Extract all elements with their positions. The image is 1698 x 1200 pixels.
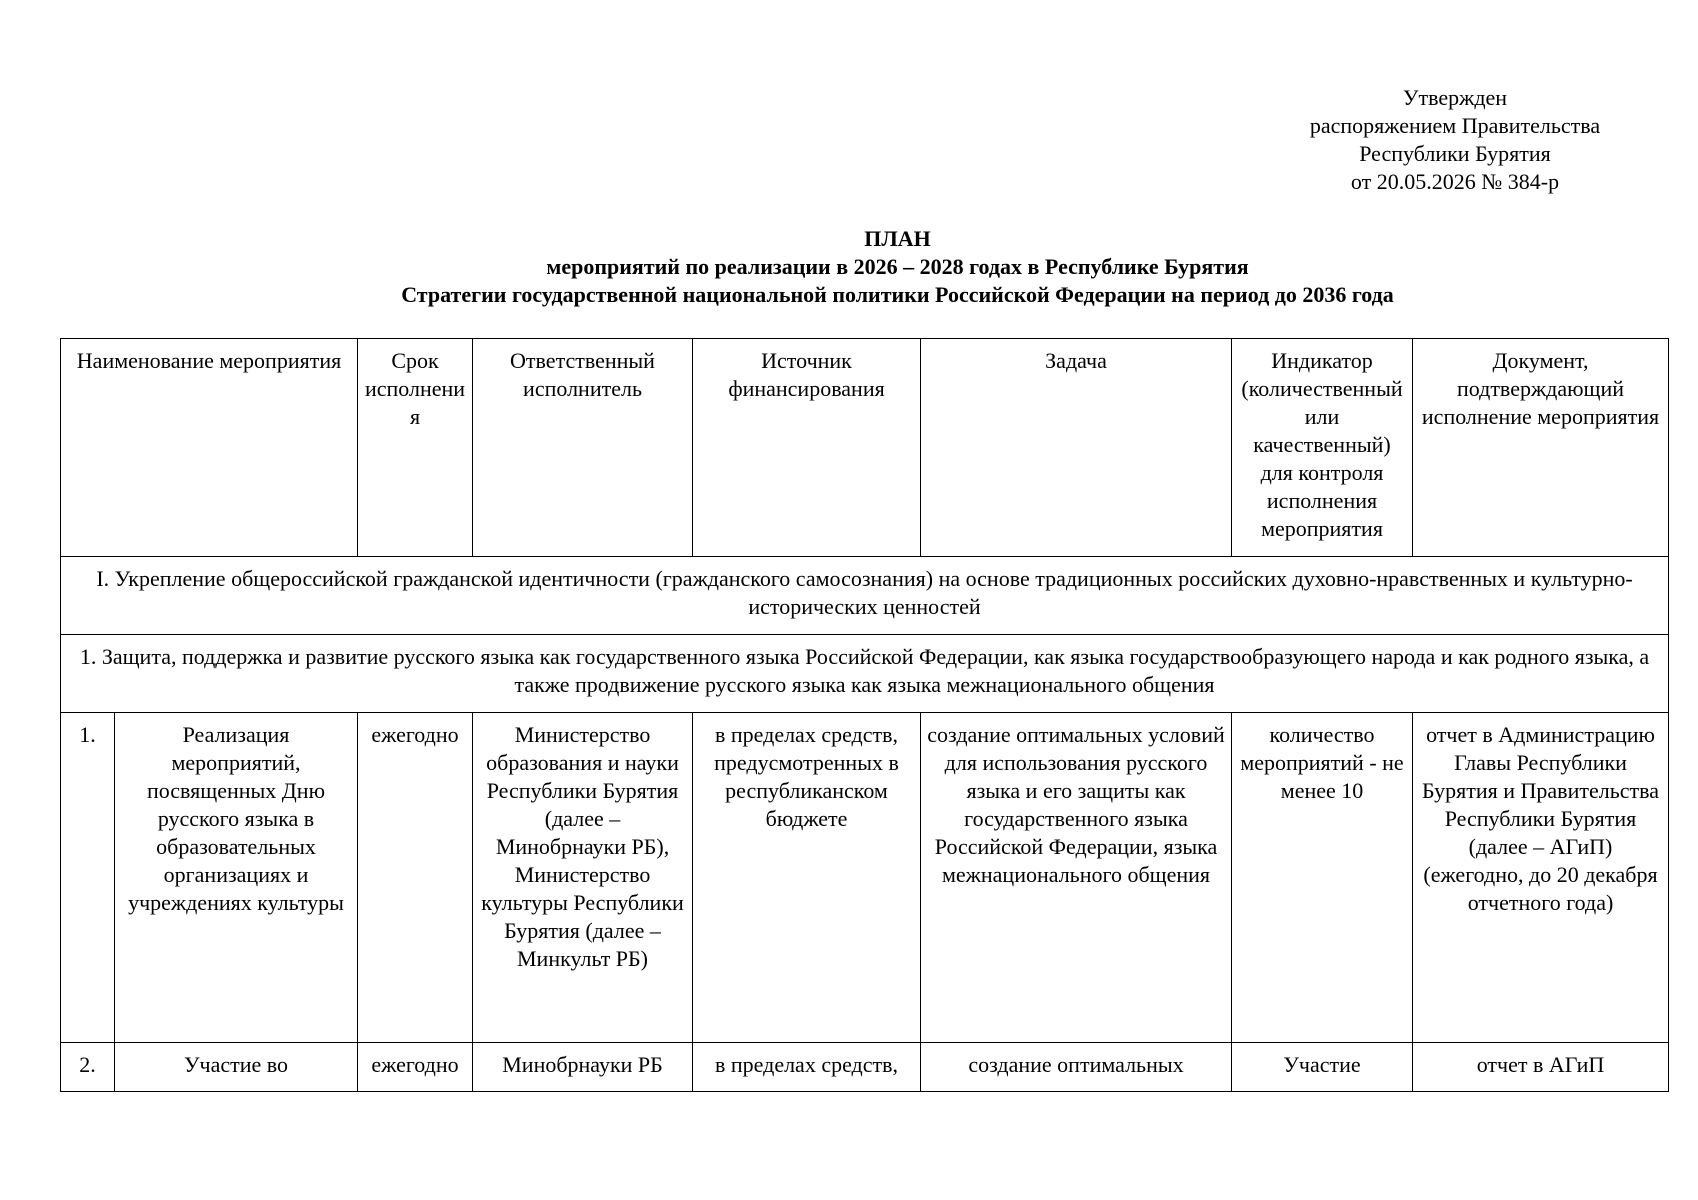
- title-line-2: мероприятий по реализации в 2026 – 2028 годах в Республике Бурятия: [546, 254, 1249, 279]
- subsection-title: 1. Защита, поддержка и развитие русского языка как государственного языка Российской Федерации, как языка государствообразующего народа и как родного языка, а также продвижение русского языка как языка межнационального общения: [61, 635, 1669, 713]
- row-task: создание оптимальных условий для использования русского языка и его защиты как государственного языка Российской Федерации, языка межнационального общения: [921, 713, 1232, 1043]
- table-header-row: [61, 339, 1669, 557]
- header-task: Задача: [921, 339, 1232, 557]
- row-name: Реализация мероприятий, посвященных Дню русского языка в образовательных организациях и учреждениях культуры: [115, 713, 358, 1043]
- approval-line-3: Республики Бурятия: [1359, 141, 1551, 166]
- header-name: Наименование мероприятия: [61, 339, 358, 557]
- row-executor: Минобрнауки РБ: [473, 1043, 693, 1092]
- row-indicator: Участие: [1232, 1043, 1413, 1092]
- row-number: 1.: [61, 713, 115, 1043]
- title-line-3: Стратегии государственной национальной политики Российской Федерации на период до 2036 года: [401, 282, 1394, 307]
- title-line-1: ПЛАН: [864, 226, 931, 251]
- approval-line-2: распоряжением Правительства: [1309, 113, 1601, 138]
- table-row: [61, 713, 1669, 1043]
- row-indicator: количество мероприятий - не менее 10: [1232, 713, 1413, 1043]
- row-term: ежегодно: [358, 1043, 473, 1092]
- header-indicator: Индикатор (количественный или качественный) для контроля исполнения мероприятия: [1232, 339, 1413, 557]
- header-funding: Источник финансирования: [693, 339, 921, 557]
- row-number: 2.: [61, 1043, 115, 1092]
- subsection-row: [61, 635, 1669, 713]
- approval-line-1: Утвержден: [1402, 85, 1508, 110]
- header-document: Документ, подтверждающий исполнение мероприятия: [1413, 339, 1669, 557]
- section-title: I. Укрепление общероссийской гражданской идентичности (гражданского самосознания) на основе традиционных российских духовно-нравственных и культурно-исторических ценностей: [61, 557, 1669, 635]
- row-name: Участие во: [115, 1043, 358, 1092]
- row-term: ежегодно: [358, 713, 473, 1043]
- header-term: Срок исполнения: [358, 339, 473, 557]
- row-document: отчет в АГиП: [1413, 1043, 1669, 1092]
- approval-line-4: от 20.05.2026 № 384-р: [1350, 169, 1560, 194]
- header-executor: Ответственный исполнитель: [473, 339, 693, 557]
- document-title: [60, 225, 1698, 309]
- row-funding: в пределах средств, предусмотренных в республиканском бюджете: [693, 713, 921, 1043]
- section-row: [61, 557, 1669, 635]
- row-task: создание оптимальных: [921, 1043, 1232, 1092]
- row-funding: в пределах средств,: [693, 1043, 921, 1092]
- plan-table: [60, 338, 1669, 1092]
- row-document: отчет в Администрацию Главы Республики Бурятия и Правительства Республики Бурятия (далее – АГиП) (ежегодно, до 20 декабря отчетного года): [1413, 713, 1669, 1043]
- row-executor: Министерство образования и науки Республики Бурятия (далее – Минобрнауки РБ), Министерство культуры Республики Бурятия (далее – Минкульт РБ): [473, 713, 693, 1043]
- table-row: [61, 1043, 1669, 1092]
- approval-stamp: [1290, 84, 1620, 196]
